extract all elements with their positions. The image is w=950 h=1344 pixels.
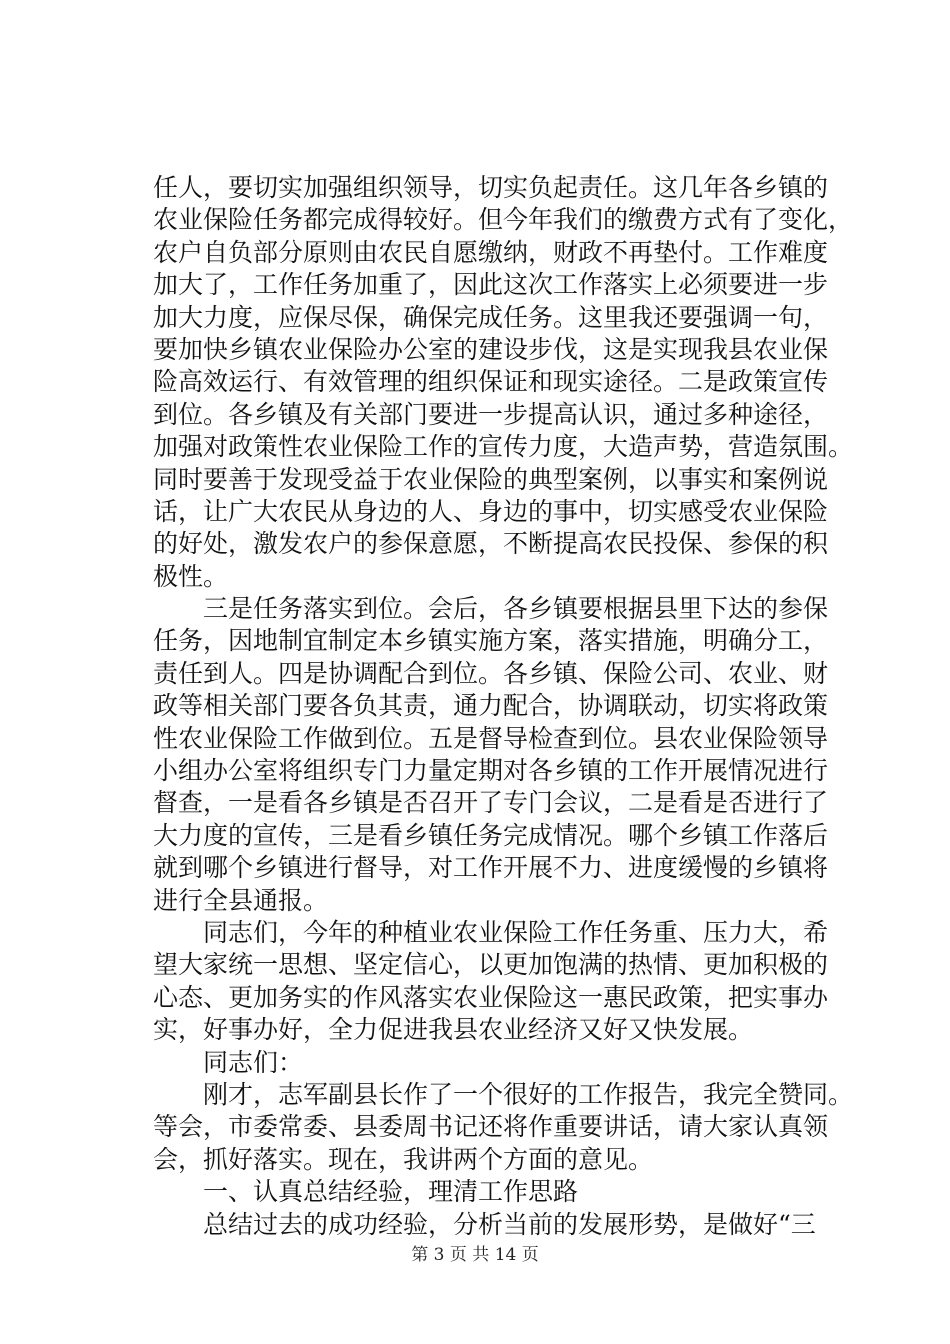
text-line: 的好处，激发农户的参保意愿，不断提高农民投保、参保的积 <box>153 529 829 559</box>
text-line: 责任到人。四是协调配合到位。各乡镇、保险公司、农业、财 <box>153 658 829 688</box>
text-line: 加大了，工作任务加重了，因此这次工作落实上必须要进一步 <box>153 270 829 300</box>
text-line: 同志们，今年的种植业农业保险工作任务重、压力大，希 <box>153 917 829 947</box>
text-line: 极性。 <box>153 561 229 591</box>
page-number-footer: 第 3 页 共 14 页 <box>411 1245 539 1265</box>
text-line: 心态、更加务实的作风落实农业保险这一惠民政策，把实事办 <box>153 982 829 1012</box>
text-line: 大力度的宣传，三是看乡镇任务完成情况。哪个乡镇工作落后 <box>153 820 829 850</box>
text-line: 政等相关部门要各负其责，通力配合，协调联动，切实将政策 <box>153 691 829 721</box>
text-line: 刚才，志军副县长作了一个很好的工作报告，我完全赞同。 <box>153 1079 854 1109</box>
text-line: 任务，因地制宜制定本乡镇实施方案，落实措施，明确分工， <box>153 626 829 656</box>
text-line: 就到哪个乡镇进行督导，对工作开展不力、进度缓慢的乡镇将 <box>153 853 829 883</box>
text-line: 等会，市委常委、县委周书记还将作重要讲话，请大家认真领 <box>153 1112 829 1142</box>
text-line: 性农业保险工作做到位。五是督导检查到位。县农业保险领导 <box>153 723 829 753</box>
text-line: 话，让广大农民从身边的人、身边的事中，切实感受农业保险 <box>153 496 829 526</box>
text-line: 督查，一是看各乡镇是否召开了专门会议，二是看是否进行了 <box>153 788 829 818</box>
text-line: 加强对政策性农业保险工作的宣传力度，大造声势，营造氛围。 <box>153 432 854 462</box>
text-line: 加大力度，应保尽保，确保完成任务。这里我还要强调一句， <box>153 302 829 332</box>
text-line: 进行全县通报。 <box>153 885 329 915</box>
text-line: 会，抓好落实。现在，我讲两个方面的意见。 <box>153 1144 654 1174</box>
text-line: 一、认真总结经验，理清工作思路 <box>153 1177 579 1207</box>
text-line: 总结过去的成功经验，分析当前的发展形势，是做好“三 <box>153 1209 816 1239</box>
text-line: 农户自负部分原则由农民自愿缴纳，财政不再垫付。工作难度 <box>153 237 829 267</box>
text-line: 小组办公室将组织专门力量定期对各乡镇的工作开展情况进行 <box>153 756 829 786</box>
text-line: 要加快乡镇农业保险办公室的建设步伐，这是实现我县农业保 <box>153 334 829 364</box>
text-line: 同志们： <box>153 1047 304 1077</box>
body-text <box>153 172 853 1241</box>
text-line: 同时要善于发现受益于农业保险的典型案例，以事实和案例说 <box>153 464 829 494</box>
text-line: 农业保险任务都完成得较好。但今年我们的缴费方式有了变化， <box>153 205 854 235</box>
text-line: 望大家统一思想、坚定信心，以更加饱满的热情、更加积极的 <box>153 950 829 980</box>
text-line: 任人，要切实加强组织领导，切实负起责任。这几年各乡镇的 <box>153 173 829 202</box>
text-line: 实，好事办好，全力促进我县农业经济又好又快发展。 <box>153 1015 754 1045</box>
text-line: 三是任务落实到位。会后，各乡镇要根据县里下达的参保 <box>153 594 829 624</box>
text-line: 险高效运行、有效管理的组织保证和现实途径。二是政策宣传 <box>153 367 829 397</box>
text-line: 到位。各乡镇及有关部门要进一步提高认识，通过多种途径， <box>153 399 829 429</box>
